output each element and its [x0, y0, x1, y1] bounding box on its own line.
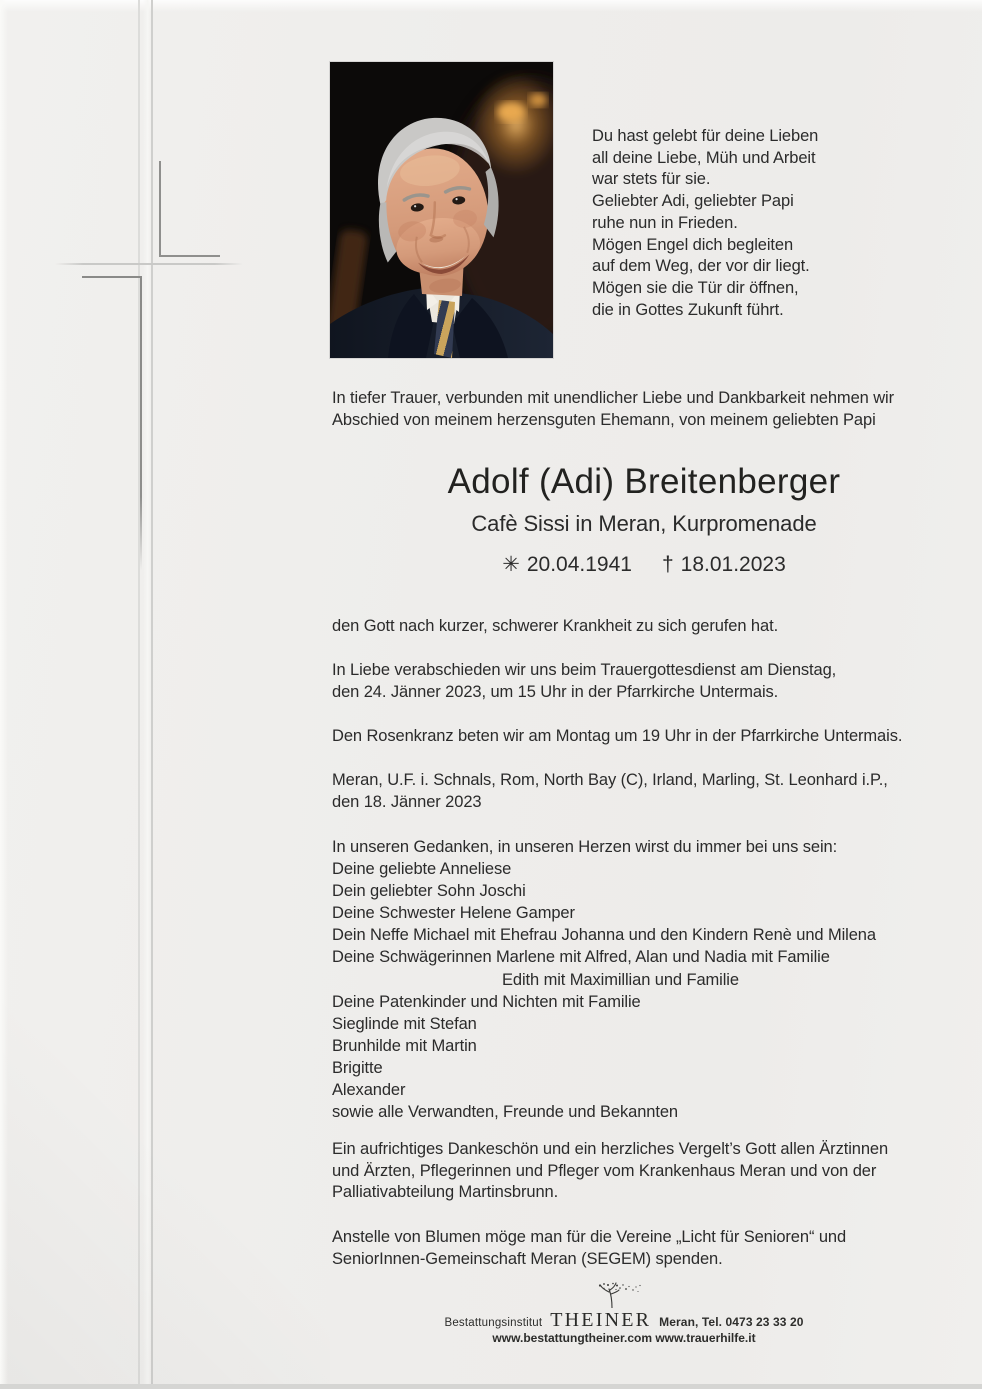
paragraph-line: Meran, U.F. i. Schnals, Rom, North Bay (C), Irland, Marling, St. Leonhard i.P., — [332, 771, 888, 789]
paragraph-line: SeniorInnen-Gemeinschaft Meran (SEGEM) spenden. — [332, 1249, 723, 1268]
birth-star-symbol: ✳ — [502, 553, 520, 576]
paragraph-rosary — [332, 726, 902, 748]
mourning-family-list — [332, 836, 876, 1123]
cross-lower-horizontal-line — [82, 276, 142, 278]
intro-line: Abschied von meinem herzensguten Ehemann, von meinem geliebten Papi — [332, 410, 876, 429]
paragraph-thanks — [332, 1139, 888, 1204]
poem-line: Geliebter Adi, geliebter Papi — [592, 192, 794, 211]
paragraph-line: den 24. Jänner 2023, um 15 Uhr in der Pfarrkirche Untermais. — [332, 682, 779, 701]
poem-line: ruhe nun in Frieden. — [592, 213, 738, 232]
poem-line: Mögen Engel dich begleiten — [592, 235, 794, 254]
cross-lower-vertical-line — [140, 276, 142, 570]
poem-line: auf dem Weg, der vor dir liegt. — [592, 257, 810, 276]
paragraph-line: und Ärzten, Pflegerinnen und Pfleger vom Krankenhaus Meran und von der — [332, 1161, 877, 1180]
cross-vertical-emboss-line — [138, 0, 140, 1389]
deceased-subtitle: Cafè Sissi in Meran, Kurpromenade — [471, 511, 817, 536]
paper-fold-highlight — [143, 0, 151, 1389]
institute-websites: www.bestattungtheiner.com www.trauerhilfe.it — [492, 1331, 756, 1345]
poem-line: Mögen sie die Tür dir öffnen, — [592, 278, 799, 297]
family-line: Edith mit Maximillian und Familie — [502, 970, 739, 989]
family-line: Deine Schwester Helene Gamper — [332, 904, 575, 923]
family-line: Brunhilde mit Martin — [332, 1036, 477, 1055]
paragraph-called-by-god — [332, 616, 778, 638]
paper-left-edge — [0, 0, 8, 1389]
family-line: Dein geliebter Sohn Joschi — [332, 882, 526, 901]
portrait-photo — [330, 62, 553, 358]
paragraph-line: den 18. Jänner 2023 — [332, 792, 482, 811]
poem-line: die in Gottes Zukunft führt. — [592, 300, 784, 319]
paragraph-places-date — [332, 770, 888, 813]
paper-bottom-edge — [0, 1384, 982, 1389]
institute-brand: THEINER — [550, 1309, 652, 1331]
intro-paragraph — [332, 388, 894, 431]
tree-of-life-icon — [592, 1282, 644, 1308]
paragraph-line: In Liebe verabschieden wir uns beim Trauergottesdienst am Dienstag, — [332, 661, 837, 679]
family-line: Alexander — [332, 1081, 406, 1100]
paragraph-line: Ein aufrichtiges Dankeschön und ein herzliches Vergelt’s Gott allen Ärztinnen — [332, 1140, 889, 1158]
poem-line: all deine Liebe, Müh und Arbeit — [592, 148, 816, 167]
paragraph-funeral-service — [332, 660, 836, 703]
institute-label: Bestattungsinstitut — [444, 1317, 543, 1329]
family-line: Deine geliebte Anneliese — [332, 860, 512, 879]
deceased-name: Adolf (Adi) Breitenberger — [447, 462, 841, 501]
life-dates — [334, 552, 954, 578]
family-line: sowie alle Verwandten, Freunde und Bekannten — [332, 1103, 679, 1122]
family-line: Dein Neffe Michael mit Ehefrau Johanna und den Kindern Renè und Milena — [332, 926, 876, 945]
family-line: Deine Patenkinder und Nichten mit Familie — [332, 992, 641, 1011]
funeral-institute-line — [270, 1309, 978, 1332]
paragraph-line: Anstelle von Blumen möge man für die Vereine „Licht für Senioren“ und — [332, 1228, 847, 1246]
family-line: In unseren Gedanken, in unseren Herzen wirst du immer bei uns sein: — [332, 838, 838, 856]
cross-upper-horizontal-line — [159, 255, 220, 257]
paragraph-line: Palliativabteilung Martinsbrunn. — [332, 1183, 559, 1202]
paper-fold-line — [151, 0, 153, 1389]
family-line: Sieglinde mit Stefan — [332, 1014, 477, 1033]
death-date: 18.01.2023 — [680, 553, 786, 576]
paragraph-line: Den Rosenkranz beten wir am Montag um 19 Uhr in der Pfarrkirche Untermais. — [332, 727, 903, 745]
institute-contact: Meran, Tel. 0473 23 33 20 — [659, 1315, 804, 1329]
death-dagger-symbol: † — [661, 553, 674, 576]
family-line: Brigitte — [332, 1058, 383, 1077]
paragraph-line: den Gott nach kurzer, schwerer Krankheit zu sich gerufen hat. — [332, 617, 779, 635]
poem-line: Du hast gelebt für deine Lieben — [592, 127, 819, 145]
family-line: Deine Schwägerinnen Marlene mit Alfred, Alan und Nadia mit Familie — [332, 948, 830, 967]
intro-line: In tiefer Trauer, verbunden mit unendlicher Liebe und Dankbarkeit nehmen wir — [332, 389, 894, 407]
birth-date: 20.04.1941 — [526, 553, 632, 576]
cross-upper-vertical-line — [159, 161, 161, 257]
cross-horizontal-emboss-line — [55, 263, 243, 265]
paragraph-donation — [332, 1227, 846, 1270]
memorial-poem — [592, 126, 818, 321]
poem-line: war stets für sie. — [592, 170, 711, 189]
